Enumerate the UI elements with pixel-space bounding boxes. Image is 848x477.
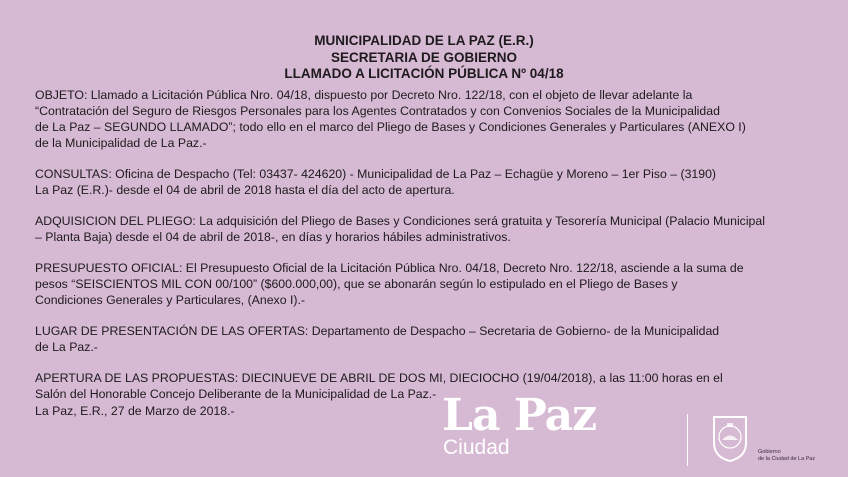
seal-caption-line: de la Ciudad de La Paz	[758, 456, 816, 462]
paragraph-objeto	[35, 87, 848, 151]
document-date: La Paz, E.R., 27 de Marzo de 2018.-	[35, 404, 235, 418]
paragraph-line: pesos “SEISCIENTOS MIL CON 00/100” ($600.000,00), que se abonarán según lo estipulado en el Pliego de Bases y	[35, 277, 678, 291]
municipality-title: MUNICIPALIDAD DE LA PAZ (E.R.)	[314, 33, 534, 48]
city-seal-icon	[710, 413, 750, 463]
seal-caption	[758, 449, 815, 463]
logo-subtitle: Ciudad	[443, 436, 510, 459]
paragraph-consultas	[35, 166, 848, 198]
paragraph-line: La Paz (E.R.)- desde el 04 de abril de 2018 hasta el día del acto de apertura.	[35, 183, 455, 197]
footer-divider	[687, 414, 688, 466]
paragraph-line: de la Municipalidad de La Paz.-	[35, 136, 207, 150]
paragraph-line: ADQUISICION DEL PLIEGO: La adquisición del Pliego de Bases y Condiciones será gratuita y Tesorería Municipal (Palacio Municipal	[35, 214, 765, 228]
paragraph-presupuesto	[35, 260, 848, 308]
document-body	[35, 87, 848, 417]
paragraph-line: de La Paz.-	[35, 340, 98, 354]
paragraph-line: APERTURA DE LAS PROPUESTAS: DIECINUEVE DE ABRIL DE DOS MI, DIECIOCHO (19/04/2018), a las 11:00 horas en el	[35, 371, 723, 385]
paragraph-line: OBJETO: Llamado a Licitación Pública Nro. 04/18, dispuesto por Decreto Nro. 122/18, con el objeto de llevar adelante la	[35, 88, 693, 102]
paragraph-line: Salón del Honorable Concejo Deliberante de la Municipalidad de La Paz.-	[35, 387, 437, 401]
paragraph-adquisicion	[35, 213, 848, 245]
secretariat-title: SECRETARIA DE GOBIERNO	[330, 49, 517, 65]
la-paz-logo	[440, 390, 610, 466]
paragraph-line: Condiciones Generales y Particulares, (Anexo I).-	[35, 293, 305, 307]
seal-caption-line: Gobierno	[758, 449, 781, 455]
logo-wordmark: La Paz	[442, 390, 597, 441]
document-header	[0, 33, 848, 83]
paragraph-line: – Planta Baja) desde el 04 de abril de 2018-, en días y horarios hábiles administrativos.	[35, 230, 511, 244]
paragraph-line: “Contratación del Seguro de Riesgos Personales para los Agentes Contratados y con Convenios Sociales de la Municipalidad	[35, 104, 720, 118]
paragraph-line: de La Paz – SEGUNDO LLAMADO”; todo ello en el marco del Pliego de Bases y Condiciones Generales y Particulares (ANEXO I)	[35, 120, 746, 134]
paragraph-line: CONSULTAS: Oficina de Despacho (Tel: 03437- 424620) - Municipalidad de La Paz – Echagüe y Moreno – 1er Piso – (3190)	[35, 167, 717, 181]
tender-title: LLAMADO A LICITACIÓN PÚBLICA Nº 04/18	[284, 66, 564, 81]
paragraph-line: LUGAR DE PRESENTACIÓN DE LAS OFERTAS: Departamento de Despacho – Secretaria de Gobierno- de la Municipalidad	[35, 324, 720, 338]
paragraph-line: PRESUPUESTO OFICIAL: El Presupuesto Oficial de la Licitación Pública Nro. 04/18, Decreto Nro. 122/18, asciende a la suma de	[35, 261, 744, 275]
paragraph-lugar	[35, 323, 848, 355]
